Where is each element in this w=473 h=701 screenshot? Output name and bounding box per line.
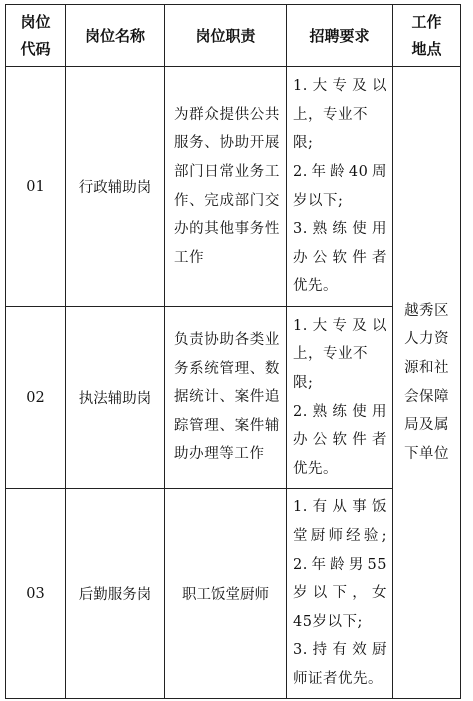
- header-requirements: 招聘要求: [287, 5, 393, 67]
- recruitment-table: [5, 4, 461, 699]
- header-location: 工作 地点: [393, 5, 461, 67]
- header-row: [6, 5, 461, 67]
- position-duty: 职工饭堂厨师: [165, 489, 287, 699]
- header-name: 岗位名称: [66, 5, 165, 67]
- position-name: 后勤服务岗: [66, 489, 165, 699]
- position-duty: 为群众提供公共服务、协助开展部门日常业务工作、完成部门交办的其他事务性工作: [165, 67, 287, 307]
- position-requirements: 1.有从事饭 堂厨师经验; 2.年龄男55 岁以下，女 45岁以下; 3.持有效厨 师证者优先。: [287, 489, 393, 699]
- table-row: [6, 307, 461, 489]
- table-row: [6, 67, 461, 307]
- position-duty: 负责协助各类业务系统管理、数据统计、案件追踪管理、案件辅助办理等工作: [165, 307, 287, 489]
- position-name: 行政辅助岗: [66, 67, 165, 307]
- position-name: 执法辅助岗: [66, 307, 165, 489]
- header-code: 岗位 代码: [6, 5, 66, 67]
- position-code: 03: [6, 489, 66, 699]
- position-code: 01: [6, 67, 66, 307]
- position-requirements: 1.大专及以 上，专业不 限; 2.熟练使用 办公软件者 优先。: [287, 307, 393, 489]
- table-row: [6, 489, 461, 699]
- position-requirements: 1.大专及以 上，专业不 限; 2.年龄40周 岁以下; 3.熟练使用 办公软件者 优先。: [287, 67, 393, 307]
- position-code: 02: [6, 307, 66, 489]
- work-location: 越秀区 人力资 源和社 会保障 局及属 下单位: [393, 67, 461, 699]
- header-duty: 岗位职责: [165, 5, 287, 67]
